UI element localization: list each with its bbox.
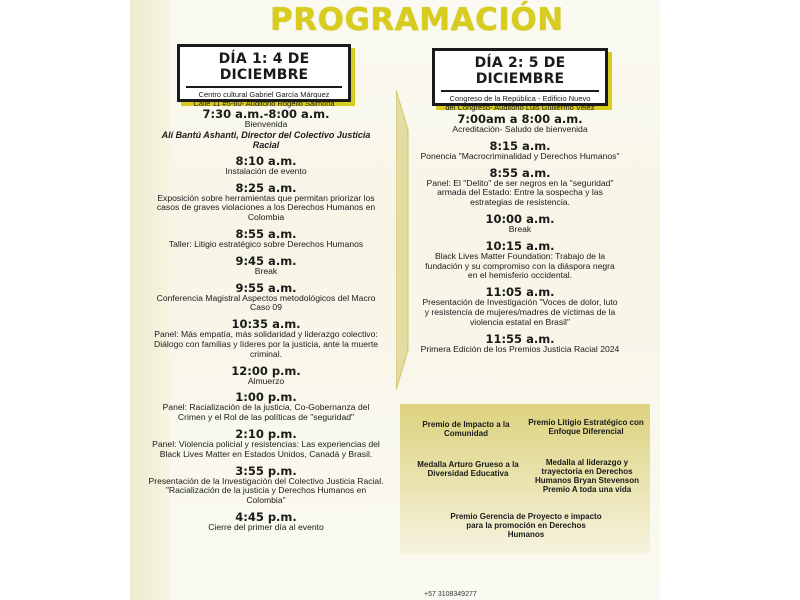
schedule-item xyxy=(420,140,620,162)
event-time: 10:35 a.m. xyxy=(231,317,301,332)
event-speaker: Alí Bantú Ashanti, Director del Colectivo Justicia Racial xyxy=(161,129,371,150)
event-description: Presentación de la Investigación del Colectivo Justicia Racial. "Racialización de la justicia y Derechos Humanos en Colombia" xyxy=(148,475,384,506)
award-name: Medalla Arturo Grueso a la Diversidad Educativa xyxy=(417,460,519,478)
day2-header xyxy=(432,48,608,112)
day1-schedule xyxy=(148,108,384,538)
schedule-item xyxy=(420,213,620,235)
award-name: Premio Gerencia de Proyecto e impacto para la promoción en Derechos Humanos xyxy=(450,512,602,539)
center-divider xyxy=(396,90,410,390)
event-time: 3:55 p.m. xyxy=(235,463,297,478)
schedule-item xyxy=(148,182,384,223)
schedule-item xyxy=(148,465,384,506)
event-time: 8:15 a.m. xyxy=(489,138,551,153)
schedule-item xyxy=(148,255,384,277)
day1-header xyxy=(177,44,351,108)
event-time: 8:10 a.m. xyxy=(235,153,297,168)
day2-schedule xyxy=(420,113,620,359)
schedule-item xyxy=(420,240,620,281)
award-name: Premio de Impacto a la Comunidad xyxy=(422,420,510,438)
schedule-item xyxy=(148,391,384,423)
schedule-item xyxy=(148,318,384,359)
schedule-item xyxy=(148,428,384,460)
schedule-item xyxy=(420,167,620,208)
day1-divider xyxy=(186,86,342,88)
event-description: Panel: El "Delito" de ser negros en la "seguridad" armada del Estado: Entre la sospecha y las estrategias de resistencia. xyxy=(426,177,614,208)
event-description: Conferencia Magistral Aspectos metodológicos del Macro Caso 09 xyxy=(156,292,376,313)
day2-venue-line2: del Congreso- Auditorio Luis Guillermo Vélez xyxy=(445,103,595,112)
event-description: Panel: Violencia policial y resistencias: Las experiencias del Black Lives Matter en Estados Unidos, Canadá y Brasil. xyxy=(152,438,380,459)
event-description: Primera Edición de los Premios Justicia Racial 2024 xyxy=(420,343,620,354)
day2-title: DÍA 2: 5 DE DICIEMBRE xyxy=(474,55,566,87)
day2-venue-line1: Congreso de la República - Edificio Nuevo xyxy=(449,94,591,103)
event-description: Almuerzo xyxy=(247,375,285,386)
event-description: Panel: Racialización de la justicia, Co-Gobernanza del Crimen y el Rol de las políticas de "seguridad" xyxy=(162,402,370,423)
contact-phone: +57 3108349277 xyxy=(424,591,477,598)
event-time: 7:00am a 8:00 a.m. xyxy=(457,112,583,126)
schedule-item xyxy=(148,365,384,387)
schedule-item xyxy=(420,286,620,327)
page-title: PROGRAMACIÓN xyxy=(270,2,564,38)
schedule-item xyxy=(420,113,620,135)
event-description: Ponencia "Macrocriminalidad y Derechos Humanos" xyxy=(420,150,620,161)
event-description: Panel: Más empatía, más solidaridad y liderazgo colectivo: Diálogo con familias y líderes por la justicia, ante la muerte criminal. xyxy=(153,329,379,359)
event-time: 11:05 a.m. xyxy=(485,285,555,300)
schedule-item xyxy=(148,282,384,314)
schedule-item xyxy=(148,108,384,150)
event-time: 8:25 a.m. xyxy=(235,180,297,195)
event-description: Acreditación- Saludo de bienvenida xyxy=(452,124,588,134)
schedule-item xyxy=(148,228,384,250)
day1-title: DÍA 1: 4 DE DICIEMBRE xyxy=(218,51,310,83)
schedule-item xyxy=(420,333,620,355)
event-description: Break xyxy=(254,265,278,276)
event-time: 10:00 a.m. xyxy=(485,211,555,226)
event-time: 4:45 p.m. xyxy=(235,509,297,524)
schedule-item xyxy=(148,155,384,177)
awards-panel xyxy=(400,404,650,554)
award-name: Medalla al liderazgo y trayectoria en Derechos Humanos Bryan Stevenson Premio A toda una vida xyxy=(534,458,640,494)
event-time: 2:10 p.m. xyxy=(235,426,297,441)
schedule-item xyxy=(148,511,384,533)
event-time: 11:55 a.m. xyxy=(485,331,555,346)
event-description: Cierre del primer día al evento xyxy=(208,521,324,532)
event-description: Black Lives Matter Foundation: Trabajo de la fundación y su compromiso con la diáspora negra en el hemisferio occidental. xyxy=(425,250,615,281)
event-time: 8:55 a.m. xyxy=(235,226,297,241)
event-time: 8:55 a.m. xyxy=(489,165,551,180)
event-time: 7:30 a.m.-8:00 a.m. xyxy=(202,107,330,121)
event-time: 9:45 a.m. xyxy=(235,253,297,268)
event-description: Presentación de Investigación "Voces de dolor, luto y resistencia de mujeres/madres de víctimas de la violencia estatal en Brasil" xyxy=(422,297,618,327)
award-name: Premio Litigio Estratégico con Enfoque Diferencial xyxy=(528,418,644,436)
event-description: Bienvenida xyxy=(244,119,288,129)
day1-venue-line1: Centro cultural Gabriel García Márquez xyxy=(198,90,330,99)
event-description: Exposición sobre herramientas que permitan priorizar los casos de graves violaciones a los Derechos Humanos en Colombia xyxy=(156,192,376,223)
day1-venue-line2: Calle 11 #5-60- Auditorio Rogelio Salmona xyxy=(193,99,335,108)
day2-divider xyxy=(441,90,599,92)
event-time: 12:00 p.m. xyxy=(231,363,301,378)
event-time: 1:00 p.m. xyxy=(235,390,297,405)
event-description: Taller: Litigio estratégico sobre Derechos Humanos xyxy=(168,238,364,249)
event-description: Instalación de evento xyxy=(225,165,307,176)
event-time: 9:55 a.m. xyxy=(235,280,297,295)
event-time: 10:15 a.m. xyxy=(485,238,555,253)
event-description: Break xyxy=(508,223,532,234)
